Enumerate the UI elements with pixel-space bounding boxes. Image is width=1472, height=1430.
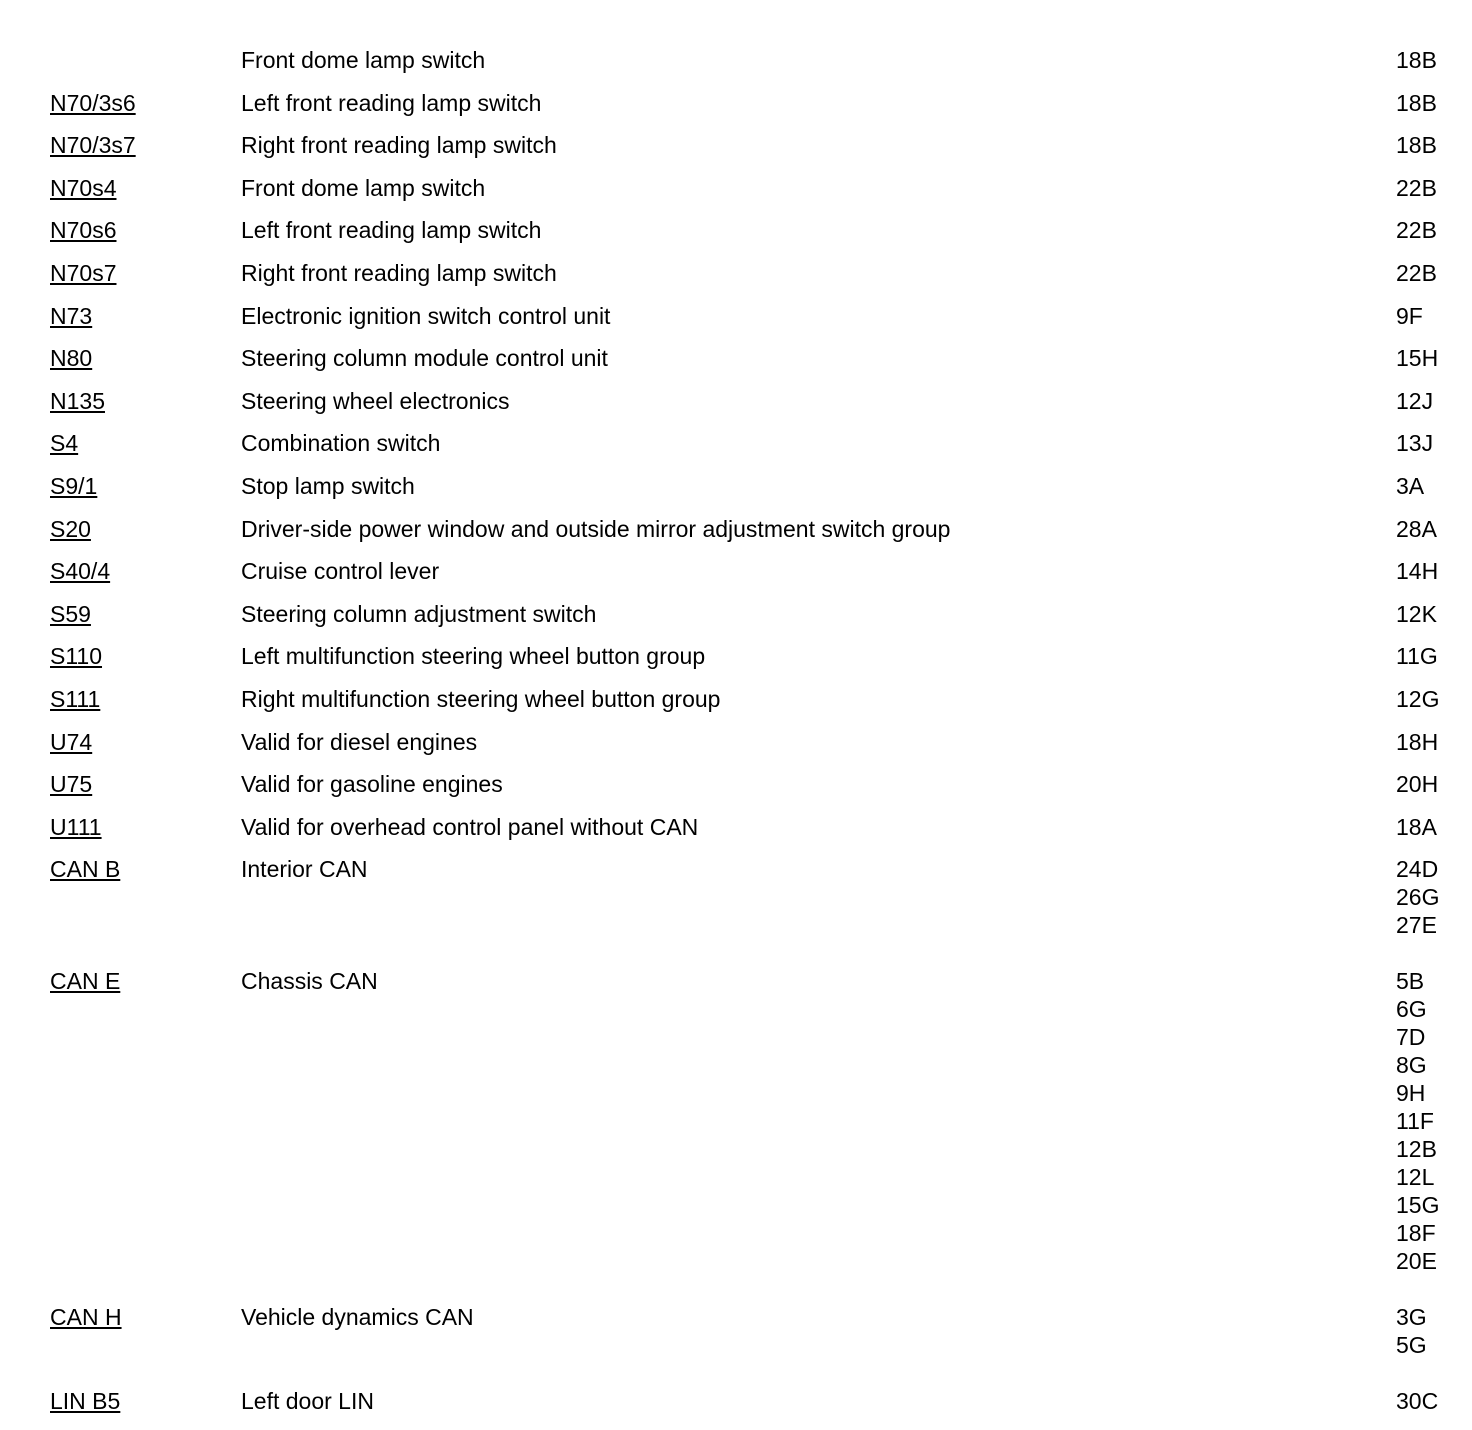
- component-legend-table: [0, 46, 1472, 1430]
- component-description: Steering wheel electronics: [241, 387, 510, 414]
- component-description: Cruise control lever: [241, 558, 440, 585]
- component-code-link[interactable]: S40/4: [50, 558, 111, 585]
- component-description: Front dome lamp switch: [241, 47, 486, 73]
- grid-reference-list: [1396, 259, 1437, 287]
- legend-row: [0, 46, 1472, 89]
- grid-reference: 18B: [1396, 132, 1437, 159]
- component-description: Steering column module control unit: [241, 345, 608, 372]
- grid-reference-list: [1396, 216, 1437, 244]
- component-code-link[interactable]: N80: [50, 345, 93, 372]
- legend-row: [0, 216, 1472, 259]
- grid-reference: 8G: [1396, 1052, 1427, 1079]
- component-code-link[interactable]: CAN H: [50, 1304, 122, 1331]
- component-code-link[interactable]: U75: [50, 771, 93, 798]
- legend-row: [0, 813, 1472, 856]
- component-description: Chassis CAN: [241, 968, 378, 995]
- legend-row: [0, 387, 1472, 430]
- legend-row: [0, 259, 1472, 302]
- grid-reference: 7D: [1396, 1024, 1426, 1051]
- component-code-link[interactable]: LIN B5: [50, 1388, 121, 1415]
- grid-reference-list: [1396, 967, 1439, 1275]
- grid-reference-list: [1396, 46, 1437, 74]
- component-description: Driver-side power window and outside mirror adjustment switch group: [241, 515, 951, 542]
- component-code-link[interactable]: U111: [50, 813, 102, 840]
- legend-row: [0, 472, 1472, 515]
- legend-row: [0, 1387, 1472, 1430]
- grid-reference-list: [1396, 344, 1438, 372]
- component-code-link[interactable]: N70s6: [50, 217, 117, 244]
- legend-row: [0, 967, 1472, 1303]
- grid-reference-list: [1396, 515, 1437, 543]
- legend-row: [0, 642, 1472, 685]
- component-description: Left front reading lamp switch: [241, 89, 542, 116]
- component-description: Right multifunction steering wheel button group: [241, 685, 721, 712]
- legend-row: [0, 302, 1472, 345]
- component-description: Stop lamp switch: [241, 472, 415, 499]
- component-code-link[interactable]: S9/1: [50, 472, 98, 499]
- legend-row: [0, 515, 1472, 558]
- grid-reference: 18B: [1396, 47, 1437, 73]
- grid-reference: 12K: [1396, 600, 1437, 627]
- grid-reference: 5B: [1396, 968, 1425, 995]
- legend-row: [0, 131, 1472, 174]
- grid-reference: 3A: [1396, 472, 1425, 499]
- legend-row: [0, 174, 1472, 217]
- legend-row: [0, 855, 1472, 967]
- grid-reference-list: [1396, 855, 1439, 939]
- component-code-link[interactable]: CAN B: [50, 856, 121, 883]
- grid-reference: 14H: [1396, 558, 1439, 585]
- component-code-link[interactable]: N135: [50, 387, 105, 414]
- component-description: Interior CAN: [241, 856, 368, 883]
- grid-reference: 12G: [1396, 685, 1440, 712]
- grid-reference: 12B: [1396, 1136, 1437, 1163]
- component-description: Right front reading lamp switch: [241, 259, 557, 286]
- legend-row: [0, 89, 1472, 132]
- grid-reference-list: [1396, 472, 1424, 500]
- component-description: Left multifunction steering wheel button group: [241, 643, 706, 670]
- grid-reference-list: [1396, 1387, 1438, 1415]
- component-description: Valid for overhead control panel without CAN: [241, 813, 699, 840]
- grid-reference: 15H: [1396, 345, 1439, 372]
- grid-reference-list: [1396, 813, 1437, 841]
- legend-row: [0, 600, 1472, 643]
- grid-reference-list: [1396, 89, 1437, 117]
- grid-reference: 9F: [1396, 302, 1423, 329]
- grid-reference: 12J: [1396, 387, 1434, 414]
- grid-reference: 18H: [1396, 728, 1439, 755]
- component-description: Electronic ignition switch control unit: [241, 302, 611, 329]
- component-code-link[interactable]: S110: [50, 643, 103, 670]
- legend-row: [0, 557, 1472, 600]
- component-description: Right front reading lamp switch: [241, 132, 557, 159]
- component-code-link[interactable]: S111: [50, 685, 101, 712]
- component-description: Left front reading lamp switch: [241, 217, 542, 244]
- grid-reference-list: [1396, 642, 1438, 670]
- grid-reference: 9H: [1396, 1080, 1426, 1107]
- component-code-link[interactable]: S4: [50, 430, 79, 457]
- grid-reference: 30C: [1396, 1388, 1439, 1415]
- legend-row: [0, 770, 1472, 813]
- component-description: Front dome lamp switch: [241, 174, 486, 201]
- component-code-link[interactable]: N70/3s6: [50, 89, 136, 116]
- grid-reference-list: [1396, 387, 1433, 415]
- grid-reference: 24D: [1396, 856, 1439, 883]
- grid-reference: 6G: [1396, 996, 1427, 1023]
- component-code-link[interactable]: S59: [50, 600, 91, 627]
- grid-reference-list: [1396, 1303, 1427, 1359]
- grid-reference: 11F: [1396, 1108, 1434, 1135]
- grid-reference-list: [1396, 600, 1437, 628]
- grid-reference: 27E: [1396, 912, 1437, 939]
- grid-reference-list: [1396, 728, 1438, 756]
- legend-row: [0, 344, 1472, 387]
- component-description: Vehicle dynamics CAN: [241, 1304, 474, 1331]
- legend-row: [0, 685, 1472, 728]
- grid-reference-list: [1396, 302, 1423, 330]
- grid-reference: 22B: [1396, 174, 1437, 201]
- component-code-link[interactable]: N70/3s7: [50, 132, 136, 159]
- grid-reference-list: [1396, 557, 1438, 585]
- grid-reference: 15G: [1396, 1192, 1440, 1219]
- legend-row: [0, 1303, 1472, 1387]
- grid-reference: 18A: [1396, 813, 1437, 840]
- component-description: Valid for gasoline engines: [241, 771, 503, 798]
- component-description: Steering column adjustment switch: [241, 600, 597, 627]
- grid-reference-list: [1396, 770, 1438, 798]
- component-code-link[interactable]: N70s7: [50, 259, 117, 286]
- grid-reference: 3G: [1396, 1304, 1427, 1331]
- legend-row: [0, 728, 1472, 771]
- grid-reference: 12L: [1396, 1164, 1435, 1191]
- grid-reference: 28A: [1396, 515, 1437, 542]
- grid-reference-list: [1396, 429, 1433, 457]
- grid-reference: 13J: [1396, 430, 1434, 457]
- grid-reference-list: [1396, 131, 1437, 159]
- grid-reference: 20E: [1396, 1248, 1437, 1275]
- grid-reference: 11G: [1396, 643, 1438, 670]
- component-code-link[interactable]: N70s4: [50, 174, 117, 201]
- component-code-link[interactable]: CAN E: [50, 968, 121, 995]
- component-code-link[interactable]: U74: [50, 728, 93, 755]
- grid-reference: 20H: [1396, 771, 1439, 798]
- component-description: Combination switch: [241, 430, 441, 457]
- grid-reference-list: [1396, 174, 1437, 202]
- grid-reference: 22B: [1396, 259, 1437, 286]
- component-code-link[interactable]: S20: [50, 515, 91, 542]
- grid-reference: 26G: [1396, 884, 1440, 911]
- legend-row: [0, 429, 1472, 472]
- component-code-link[interactable]: N73: [50, 302, 93, 329]
- grid-reference: 22B: [1396, 217, 1437, 244]
- grid-reference-list: [1396, 685, 1439, 713]
- component-description: Left door LIN: [241, 1388, 374, 1415]
- grid-reference: 18B: [1396, 89, 1437, 116]
- component-description: Valid for diesel engines: [241, 728, 478, 755]
- grid-reference: 18F: [1396, 1220, 1436, 1247]
- grid-reference: 5G: [1396, 1332, 1427, 1359]
